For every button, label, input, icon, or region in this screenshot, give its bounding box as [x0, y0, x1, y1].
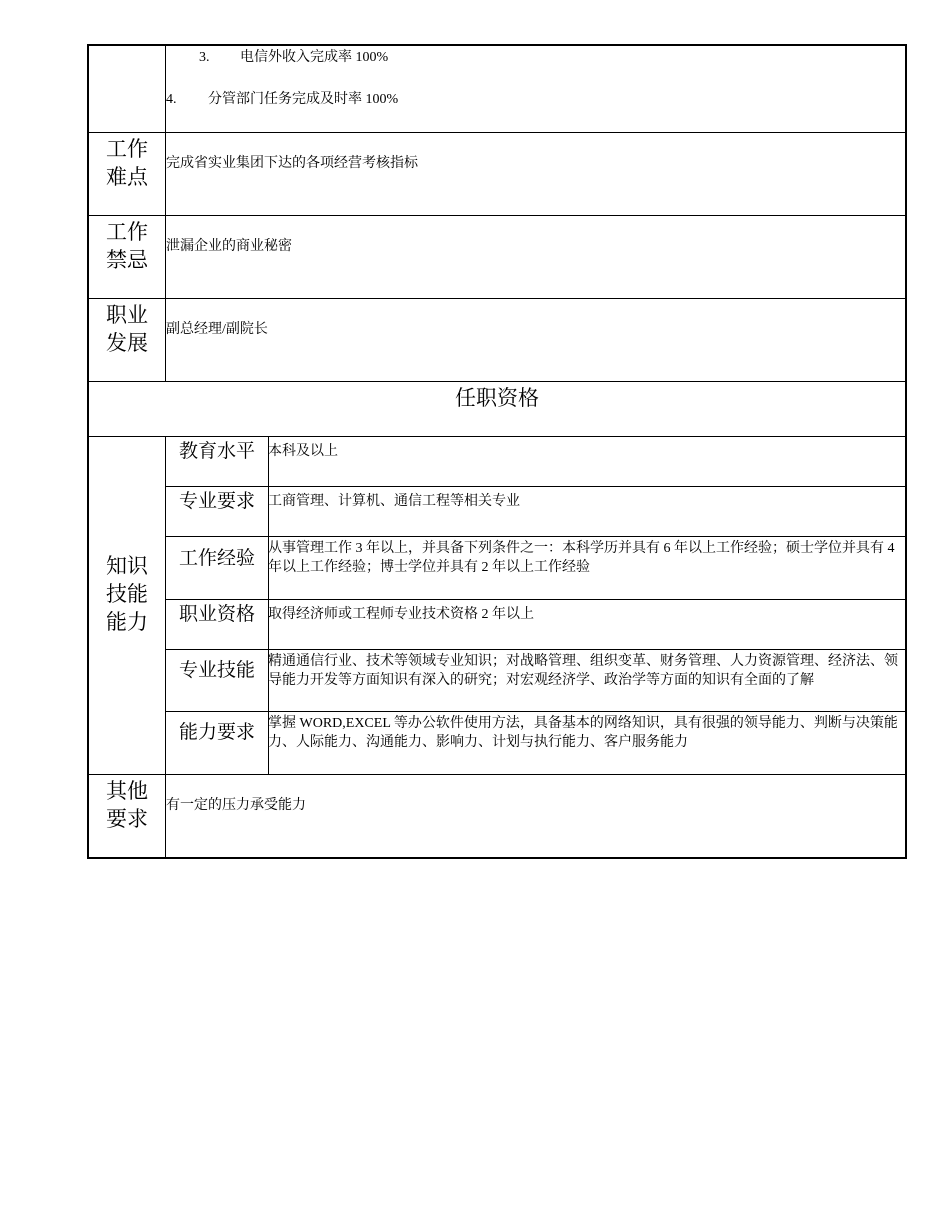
qualification-label-education: 教育水平	[178, 440, 255, 462]
career-content: 副总经理/副院长	[166, 322, 268, 337]
row-divider	[165, 599, 907, 600]
difficulty-label-line2: 难点	[106, 165, 148, 189]
label-column-divider-qualifications	[165, 436, 166, 858]
qualification-content-education: 本科及以上	[268, 444, 338, 459]
list-item-3-text: 电信外收入完成率 100%	[240, 50, 389, 65]
qualification-content-abilities: 掌握 WORD,EXCEL 等办公软件使用方法，具备基本的网络知识，具有很强的领导能力、判断与决策能力、人际能力、沟通能力、影响力、计划与执行能力、客户服务能力	[268, 716, 898, 750]
list-item-4-number: 4.	[166, 92, 177, 107]
qualification-content-skills: 精通通信行业、技术等领域专业知识；对战略管理、组织变革、财务管理、人力资源管理、经济法、领导能力开发等方面知识有深入的研究；对宏观经济学、政治学等方面的知识有全面的了解	[268, 654, 898, 688]
other-label-line2: 要求	[106, 807, 148, 831]
row-divider	[87, 215, 907, 216]
row-divider	[165, 649, 907, 650]
qualification-content-experience: 从事管理工作 3 年以上，并具备下列条件之一：本科学历并具有 6 年以上工作经验；硕士学位并具有 4 年以上工作经验；博士学位并具有 2 年以上工作经验	[268, 541, 895, 575]
difficulty-label-line1: 工作	[106, 137, 148, 161]
difficulty-label	[89, 135, 165, 191]
taboo-label	[89, 218, 165, 274]
list-item-4-text: 分管部门任务完成及时率 100%	[208, 92, 399, 107]
row-divider	[87, 298, 907, 299]
qualification-label-experience: 工作经验	[178, 547, 255, 569]
other-content: 有一定的压力承受能力	[166, 798, 306, 813]
group-label-line2: 技能	[106, 582, 148, 606]
qualifications-group-label	[89, 552, 165, 636]
qualifications-title: 任职资格	[455, 386, 539, 410]
career-label	[89, 301, 165, 357]
row-divider	[87, 381, 907, 382]
list-item-3-number: 3.	[199, 50, 210, 65]
row-divider	[165, 711, 907, 712]
other-label	[89, 777, 165, 833]
career-label-line1: 职业	[106, 303, 148, 327]
taboo-label-line2: 禁忌	[106, 248, 148, 272]
group-label-line3: 能力	[106, 610, 148, 634]
career-label-line2: 发展	[106, 331, 148, 355]
group-label-line1: 知识	[106, 554, 148, 578]
qualification-label-major: 专业要求	[178, 490, 255, 512]
taboo-content: 泄漏企业的商业秘密	[166, 239, 292, 254]
taboo-label-line1: 工作	[106, 220, 148, 244]
row-divider	[165, 486, 907, 487]
qualification-content-certification: 取得经济师或工程师专业技术资格 2 年以上	[268, 607, 534, 622]
qualification-content-major: 工商管理、计算机、通信工程等相关专业	[268, 494, 520, 509]
row-divider	[87, 132, 907, 133]
qualification-label-certification: 职业资格	[178, 603, 255, 625]
qualification-label-skills: 专业技能	[178, 659, 255, 681]
other-label-line1: 其他	[106, 779, 148, 803]
row-divider	[87, 436, 907, 437]
qualification-label-abilities: 能力要求	[178, 721, 255, 743]
row-divider	[165, 536, 907, 537]
row-divider	[87, 774, 907, 775]
difficulty-content: 完成省实业集团下达的各项经营考核指标	[166, 156, 418, 171]
